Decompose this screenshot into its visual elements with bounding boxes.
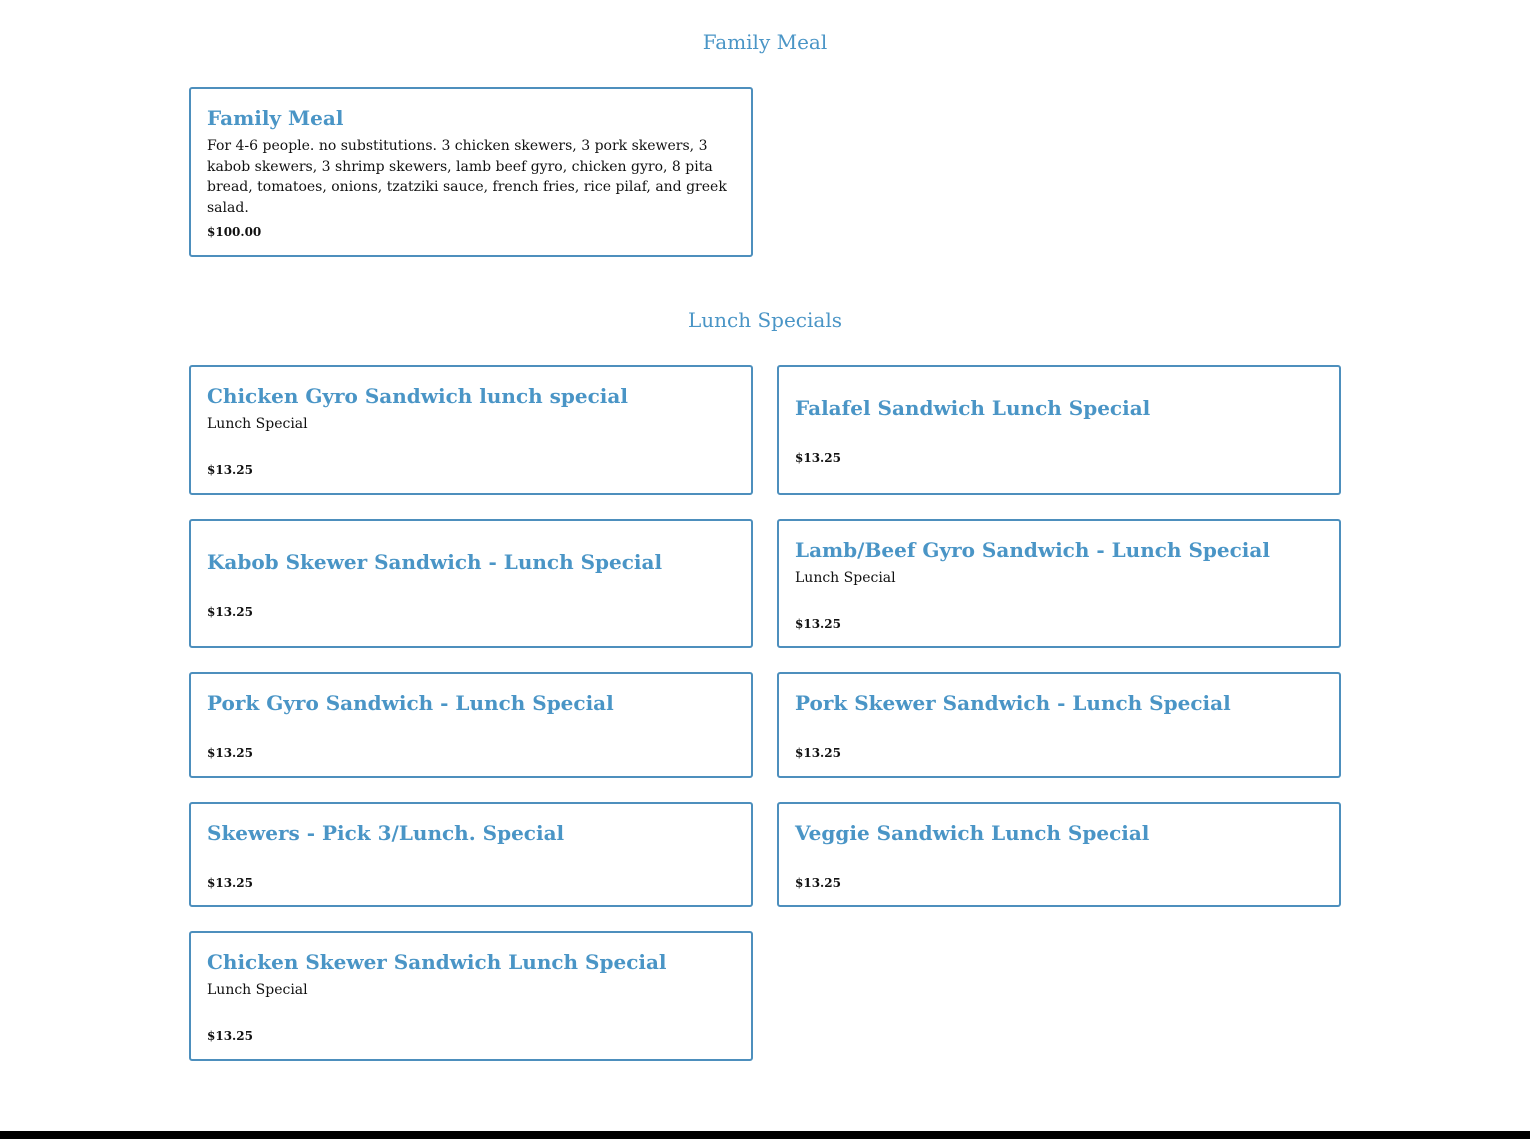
menu-item-card[interactable]	[777, 672, 1341, 778]
menu-item-card[interactable]	[777, 802, 1341, 907]
menu-item-card[interactable]	[189, 931, 753, 1061]
menu-item-name: Chicken Gyro Sandwich lunch special	[207, 384, 628, 408]
menu-item-description: Lunch Special	[207, 416, 308, 432]
menu-item-name: Falafel Sandwich Lunch Special	[795, 396, 1151, 420]
menu-item-name: Skewers - Pick 3/Lunch. Special	[207, 821, 565, 845]
menu-item-price: $13.25	[207, 746, 253, 760]
menu-item-card[interactable]	[189, 802, 753, 907]
menu-item-name: Veggie Sandwich Lunch Special	[795, 821, 1150, 845]
menu-item-name: Family Meal	[207, 106, 344, 130]
menu-item-name: Chicken Skewer Sandwich Lunch Special	[207, 950, 667, 974]
menu-item-card[interactable]	[189, 365, 753, 495]
menu-item-price: $13.25	[207, 876, 253, 890]
menu-item-price: $13.25	[795, 876, 841, 890]
menu-item-description: Lunch Special	[795, 570, 896, 586]
menu-item-name: Pork Gyro Sandwich - Lunch Special	[207, 691, 614, 715]
menu-item-price: $13.25	[795, 746, 841, 760]
footer-bar	[0, 1131, 1530, 1139]
menu-item-card[interactable]	[777, 519, 1341, 648]
menu-item-price: $100.00	[207, 225, 262, 239]
menu-item-price: $13.25	[795, 451, 841, 465]
menu-item-name: Pork Skewer Sandwich - Lunch Special	[795, 691, 1231, 715]
menu-item-price: $13.25	[207, 605, 253, 619]
menu-item-card[interactable]	[189, 519, 753, 648]
menu-item-name: Kabob Skewer Sandwich - Lunch Special	[207, 550, 663, 574]
section-title-family-meal: Family Meal	[702, 30, 828, 54]
menu-item-price: $13.25	[207, 1029, 253, 1043]
menu-item-price: $13.25	[795, 617, 841, 631]
menu-item-card[interactable]	[777, 365, 1341, 495]
menu-item-price: $13.25	[207, 463, 253, 477]
menu-item-card[interactable]	[189, 87, 753, 257]
menu-item-description: For 4-6 people. no substitutions. 3 chicken skewers, 3 pork skewers, 3 kabob skewers, 3 shrimp skewers, lamb beef gyro, chicken gyro, 8 pita bread, tomatoes, onions, tzatziki sauce, french fries, rice pilaf, and greek salad.	[207, 138, 727, 216]
menu-item-description: Lunch Special	[207, 982, 308, 998]
section-title-lunch-specials: Lunch Specials	[687, 308, 842, 332]
menu-item-name: Lamb/Beef Gyro Sandwich - Lunch Special	[795, 538, 1270, 562]
menu-item-card[interactable]	[189, 672, 753, 778]
